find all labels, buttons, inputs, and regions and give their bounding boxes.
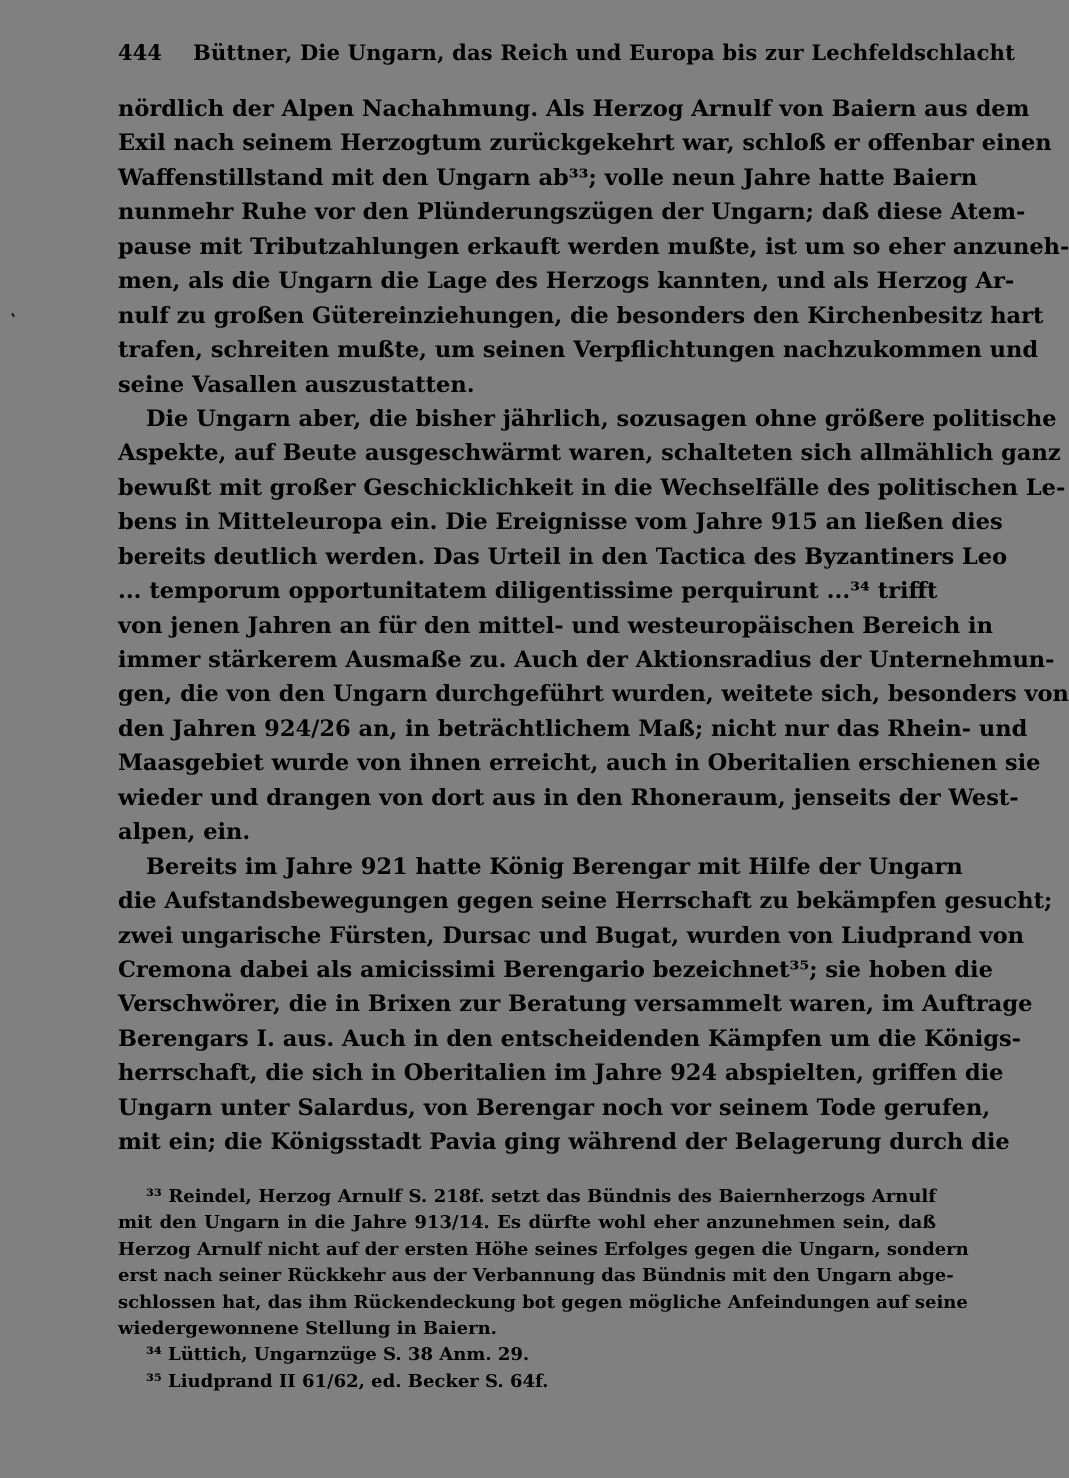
text-line: bens in Mitteleuropa ein. Die Ereignisse vom Jahre 915 an ließen dies: [118, 509, 1003, 536]
text-line: Cremona dabei als amicissimi Berengario bezeichnet³⁵; sie hoben die: [118, 956, 993, 983]
text-line: nunmehr Ruhe vor den Plünderungszügen der Ungarn; daß diese Atem-: [118, 199, 1026, 226]
body-text: [118, 92, 1069, 1160]
footnote-34: [118, 1342, 936, 1368]
footnote-35: [118, 1369, 936, 1395]
text-line: ... temporum opportunitatem diligentissime perquirunt ...³⁴ trifft: [118, 578, 938, 605]
page-header: [118, 36, 1015, 70]
footnote-line: ³⁴ Lüttich, Ungarnzüge S. 38 Anm. 29.: [146, 1344, 530, 1366]
footnote-line: wiedergewonnene Stellung in Baiern.: [118, 1317, 497, 1339]
text-line: bewußt mit großer Geschicklichkeit in die Wechselfälle des politischen Le-: [118, 474, 1066, 501]
paragraph-3: [118, 850, 1053, 1160]
text-line: von jenen Jahren an für den mittel- und westeuropäischen Bereich in: [118, 612, 993, 639]
footnote-line: schlossen hat, das ihm Rückendeckung bot gegen mögliche Anfeindungen auf seine: [118, 1291, 968, 1313]
text-line: seine Vasallen auszustatten.: [118, 371, 475, 398]
text-line: zwei ungarische Fürsten, Dursac und Bugat, wurden von Liudprand von: [118, 922, 1024, 949]
text-line: wieder und drangen von dort aus in den Rhoneraum, jenseits der West-: [118, 784, 1019, 811]
footnote-line: Herzog Arnulf nicht auf der ersten Höhe seines Erfolges gegen die Ungarn, sondern: [118, 1238, 969, 1260]
text-line: herrschaft, die sich in Oberitalien im Jahre 924 abspielten, griffen die: [118, 1060, 1004, 1087]
running-title: Büttner, Die Ungarn, das Reich und Europa bis zur Lechfeldschlacht: [193, 40, 1015, 65]
text-line: Maasgebiet wurde von ihnen erreicht, auch in Oberitalien erschienen sie: [118, 750, 1041, 777]
text-line: Berengars I. aus. Auch in den entscheidenden Kämpfen um die Königs-: [118, 1025, 1021, 1052]
text-line: gen, die von den Ungarn durchgeführt wurden, weitete sich, besonders von: [118, 681, 1069, 708]
text-line: pause mit Tributzahlungen erkauft werden mußte, ist um so eher anzuneh-: [118, 233, 1069, 260]
text-line: Bereits im Jahre 921 hatte König Berengar mit Hilfe der Ungarn: [146, 853, 963, 880]
margin-speck: [11, 313, 15, 317]
text-line: mit ein; die Königsstadt Pavia ging während der Belagerung durch die: [118, 1129, 1010, 1156]
footnote-line: mit den Ungarn in die Jahre 913/14. Es dürfte wohl eher anzunehmen sein, daß: [118, 1212, 936, 1234]
text-line: Die Ungarn aber, die bisher jährlich, sozusagen ohne größere politische: [146, 405, 1057, 432]
footnote-line: ³⁵ Liudprand II 61/62, ed. Becker S. 64f.: [146, 1370, 549, 1392]
footnote-line: ³³ Reindel, Herzog Arnulf S. 218f. setzt das Bündnis des Baiernherzogs Arnulf: [146, 1186, 936, 1207]
text-line: Exil nach seinem Herzogtum zurückgekehrt war, schloß er offenbar einen: [118, 130, 1052, 157]
text-line: nördlich der Alpen Nachahmung. Als Herzog Arnulf von Baiern aus dem: [118, 96, 1030, 122]
text-line: alpen, ein.: [118, 819, 251, 846]
text-line: immer stärkerem Ausmaße zu. Auch der Aktionsradius der Unternehmun-: [118, 647, 1055, 673]
page-number: 444: [118, 40, 162, 65]
paragraph-1: [118, 92, 1069, 402]
footnotes: [118, 1184, 969, 1395]
text-line: nulf zu großen Gütereinziehungen, die besonders den Kirchenbesitz hart: [118, 302, 1044, 329]
text-line: trafen, schreiten mußte, um seinen Verpflichtungen nachzukommen und: [118, 337, 1039, 364]
text-line: Waffenstillstand mit den Ungarn ab³³; volle neun Jahre hatte Baiern: [118, 164, 978, 191]
paragraph-2: [118, 402, 1069, 850]
text-line: die Aufstandsbewegungen gegen seine Herrschaft zu bekämpfen gesucht;: [118, 888, 1053, 915]
text-line: Aspekte, auf Beute ausgeschwärmt waren, schalteten sich allmählich ganz: [118, 440, 1061, 467]
text-line: Verschwörer, die in Brixen zur Beratung versammelt waren, im Auftrage: [118, 991, 1033, 1018]
footnote-33: [118, 1184, 969, 1342]
footnote-line: erst nach seiner Rückkehr aus der Verbannung das Bündnis mit den Ungarn abge-: [118, 1265, 954, 1287]
text-line: bereits deutlich werden. Das Urteil in den Tactica des Byzantiners Leo: [118, 543, 1008, 570]
text-line: Ungarn unter Salardus, von Berengar noch vor seinem Tode gerufen,: [118, 1094, 991, 1121]
text-line: den Jahren 924/26 an, in beträchtlichem Maß; nicht nur das Rhein- und: [118, 715, 1028, 742]
text-line: men, als die Ungarn die Lage des Herzogs kannten, und als Herzog Ar-: [118, 268, 1015, 295]
